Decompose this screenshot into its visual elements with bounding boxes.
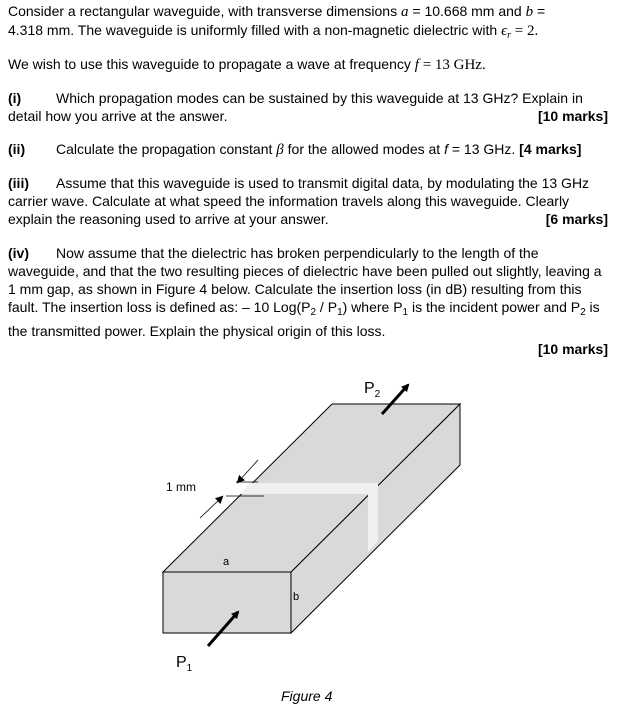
question-number: (i) (8, 90, 22, 106)
question-iv: (iv) Now assume that the dielectric has broken perpendicularly to the length of the waveguide, and that the two resulting pieces of dielectric have been pulled out slightly, leaving a 1 mm gap, as shown in Figure 4 below. Calculate the insertion loss (in dB) resulting from this fault. The insertion loss is defined as: – 10 $Log(P_2 / P_1)$ where $P_1$ is the incident power and $P_2$ is the transmitted power. Explain the physical origin of this loss. [10 marks] (8, 245, 608, 357)
dimension-a-label: a (223, 556, 230, 568)
marks-label: [6 marks] (545, 211, 608, 227)
intro-line-2: 4.318 mm. The waveguide is uniformly filled with a non-magnetic dielectric with $\epsilon_r = 2$. (8, 22, 539, 41)
gap-dimension-arrow (200, 497, 222, 518)
p2-label: $P_2$ (364, 380, 381, 400)
marks-label: [4 marks] (519, 141, 582, 157)
intro-line-1: Consider a rectangular waveguide, with transverse dimensions a = 10.668 mm and b = (8, 3, 546, 20)
frequency-statement: We wish to use this waveguide to propagate a wave at frequency f = 13 GHz. (8, 56, 486, 73)
question-number: (iv) (8, 245, 29, 261)
dielectric-gap-top (240, 483, 378, 494)
dielectric-gap-side (368, 483, 378, 552)
gap-label: 1 mm (166, 480, 196, 494)
p1-label: $P_1$ (176, 654, 193, 674)
figure-caption: Figure 4 (281, 688, 333, 704)
question-text: Assume that this waveguide is used to transmit digital data, by modulating the 13 GHz carrier wave. Calculate at what speed the information travels along this waveguide. Clearly explain the reasoning used to arrive at your answer. (8, 175, 590, 227)
question-text: Which propagation modes can be sustained by this waveguide at 13 GHz? Explain in detail how you arrive at the answer. (8, 90, 583, 124)
question-number: (iii) (8, 175, 29, 191)
question-iii (8, 174, 608, 228)
waveguide-figure (0, 360, 636, 710)
marks-label: [10 marks] (537, 341, 608, 357)
question-i (8, 89, 608, 125)
question-number: (ii) (8, 141, 26, 157)
marks-label: [10 marks] (537, 108, 608, 124)
gap-dimension-arrow (238, 460, 258, 482)
dimension-b-label: b (293, 591, 300, 603)
question-ii: (ii) Calculate the propagation constant β for the allowed modes at f = 13 GHz. [4 marks] (8, 141, 582, 158)
